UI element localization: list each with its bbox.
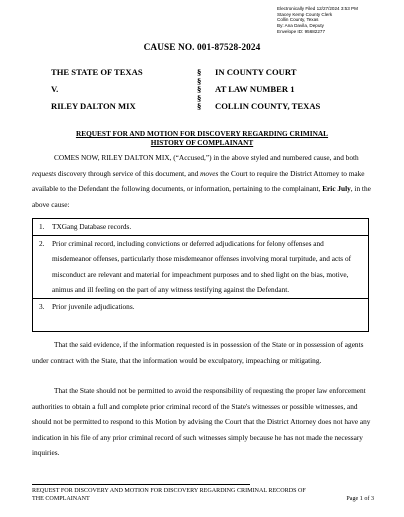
intro-text: the Court to require the District Attorney to make available to the Defendant the following documents, or information, pertaining to the complainant,	[32, 168, 365, 194]
footer-title-line: THE COMPLAINANT	[32, 495, 90, 502]
list-item-text: Prior criminal record, including convictions or deferred adjudications for felony offenses and misdemeanor offenses, particularly those misdemeanor offenses involving moral turpitude, and acts of misconduct are relevant and material for impeachment purposes and to shed light on the bias, motive, animus and ill feeling on the part of any witness testifying against the Defendant.	[52, 238, 352, 295]
caption-court-number: AT LAW NUMBER 1	[215, 84, 295, 95]
moves-emphasis: moves	[200, 168, 219, 178]
footer-title-line: REQUEST FOR DISCOVERY AND MOTION FOR DISCOVERY REGARDING CRIMINAL RECORDS OF	[32, 488, 306, 494]
requests-list	[33, 219, 368, 315]
filing-stamp-line: Envelope ID: 95682277	[277, 28, 326, 34]
list-item-number: 2.	[39, 238, 45, 248]
caption-row	[51, 77, 371, 86]
motion-title-line: REQUEST FOR AND MOTION FOR DISCOVERY REGARDING CRIMINAL	[75, 129, 329, 138]
caption-versus: V.	[51, 84, 59, 95]
caption-county: COLLIN COUNTY, TEXAS	[215, 101, 321, 112]
page-number: Page 1 of 3	[346, 495, 374, 502]
caption-party-state: THE STATE OF TEXAS	[51, 67, 143, 77]
filing-stamp-line: Electronically Filed 12/27/2024 3:53 PM	[277, 6, 358, 11]
cause-number: CAUSE NO. 001-87528-2024	[143, 43, 261, 53]
paragraph-text: That the State should not be permitted to avoid the responsibility of requesting the proper law enforcement authorities to obtain a full and complete prior criminal record of the State's witnesses or possible witnesses, and should not be permitted to respond to this Motion by advising the Court that the District Attorney does not have any indication in his file of any prior criminal record of such witnesses simply because he has not made the necessary inquiries.	[32, 386, 371, 458]
requests-emphasis: requests	[32, 168, 57, 178]
case-caption	[51, 68, 371, 111]
footer-divider	[32, 484, 250, 485]
caption-row	[51, 85, 371, 94]
caption-court: IN COUNTY COURT	[215, 67, 297, 77]
filing-stamp-line: By: Ana Davila, Deputy	[277, 23, 324, 29]
list-item	[33, 235, 368, 298]
motion-title-line: HISTORY OF COMPLAINANT	[150, 138, 254, 147]
caption-row	[51, 68, 371, 77]
intro-text: COMES NOW, RILEY DALTON MIX, (“Accused,”) in the above styled and numbered cause, and both	[54, 153, 359, 162]
list-item-number: 1.	[39, 222, 45, 231]
intro-text: discovery through service of this document, and	[56, 168, 201, 178]
list-item-number: 3.	[39, 301, 45, 311]
caption-defendant: RILEY DALTON MIX	[51, 101, 136, 112]
motion-title	[40, 129, 364, 147]
filing-stamp	[277, 6, 401, 35]
state-responsibility-paragraph	[32, 383, 375, 461]
list-item-text: Prior juvenile adjudications.	[52, 301, 135, 311]
evidence-paragraph	[32, 337, 375, 368]
filing-stamp-line: Stacey Kemp County Clerk	[277, 11, 333, 17]
filing-stamp-line: Collin County, Texas	[277, 17, 319, 23]
intro-paragraph	[32, 150, 375, 212]
list-item	[33, 219, 368, 235]
section-mark: §	[197, 101, 202, 112]
paragraph-text: That the said evidence, if the information requested is in possession of the State or in possession of agents under contract with the State, that the information would be exculpatory, impeaching or mitigating.	[32, 340, 364, 365]
section-mark: §	[197, 67, 202, 77]
requests-list-box	[32, 218, 369, 332]
section-mark: §	[197, 75, 202, 86]
complainant-name: Eric July	[322, 184, 351, 194]
caption-row	[51, 102, 371, 111]
page-footer	[32, 488, 374, 503]
list-item	[33, 298, 368, 315]
section-mark: §	[197, 92, 202, 103]
list-item-text: TXGang Database records.	[52, 222, 132, 231]
section-mark: §	[197, 84, 202, 95]
intro-text: , in the above cause:	[32, 184, 371, 209]
